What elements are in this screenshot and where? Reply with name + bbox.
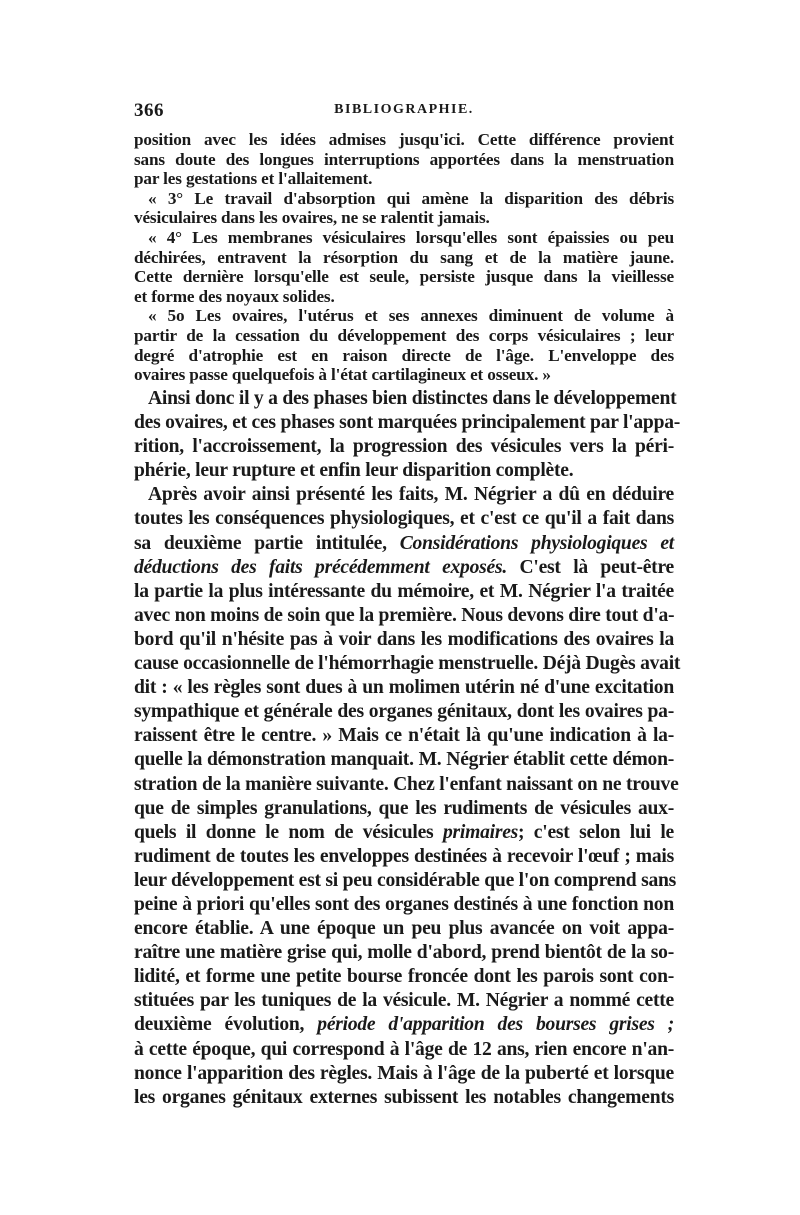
text-line: rition, l'accroissement, la progression des vésicules vers la péri- <box>134 436 674 458</box>
text-line: vésiculaires dans les ovaires, ne se ralentit jamais. <box>134 208 490 228</box>
text-run: ; c'est selon lui le <box>518 821 674 843</box>
quoted-passage <box>134 130 674 385</box>
text-line: stration de la manière suivante. Chez l'enfant naissant on ne trouve <box>134 773 679 795</box>
text-line <box>134 1013 674 1037</box>
text-line: la partie la plus intéressante du mémoire, et M. Négrier l'a traitée <box>134 580 674 602</box>
text-line: degré d'atrophie est en raison directe de l'âge. L'enveloppe des <box>134 345 674 365</box>
text-line: « 5o Les ovaires, l'utérus et ses annexes diminuent de volume à <box>148 306 674 326</box>
text-line: leur développement est si peu considérable que l'on comprend sans <box>134 869 677 891</box>
text-line: nonce l'apparition des règles. Mais à l'âge de la puberté et lorsque <box>134 1062 674 1084</box>
text-line: « 4° Les membranes vésiculaires lorsqu'elles sont épaissies ou peu <box>148 227 674 247</box>
text-line: peine à priori qu'elles sont des organes destinés à une fonction non <box>134 893 674 915</box>
text-line: par les gestations et l'allaitement. <box>134 169 373 189</box>
text-line: cause occasionnelle de l'hémorrhagie menstruelle. Déjà Dugès avait <box>134 653 681 675</box>
page-header <box>134 100 674 122</box>
text-run: sa deuxième partie intitulée, <box>134 532 387 554</box>
text-line: déchirées, entravent la résorption du sang et de la matière jaune. <box>134 247 674 267</box>
text-line: « 3° Le travail d'absorption qui amène la disparition des débris <box>148 188 674 208</box>
page-number: 366 <box>134 100 164 121</box>
text-line: bord qu'il n'hésite pas à voir dans les modifications des ovaires la <box>134 628 674 650</box>
text-run: quels il donne le nom de vésicules <box>134 821 434 843</box>
text-line: raissent être le centre. » Mais ce n'était là qu'une indication à la- <box>134 725 674 747</box>
text-line: Après avoir ainsi présenté les faits, M. Négrier a dû en déduire <box>148 484 674 506</box>
text-line: raître une matière grise qui, molle d'abord, prend bientôt de la so- <box>134 942 674 964</box>
text-line: quelle la démonstration manquait. M. Négrier établit cette démon- <box>134 749 674 771</box>
text-line: ovaires passe quelquefois à l'état cartilagineux et osseux. » <box>134 365 551 385</box>
text-line <box>134 532 674 556</box>
text-line: que de simples granulations, que les rudiments de vésicules aux- <box>134 797 674 819</box>
text-line: lidité, et forme une petite bourse froncée dont les parois sont con- <box>134 966 674 988</box>
text-line: rudiment de toutes les enveloppes destinées à recevoir l'œuf ; mais <box>134 845 674 867</box>
text-line <box>134 821 674 845</box>
italic-term: période d'apparition des bourses grises ; <box>317 1014 674 1036</box>
text-line: stituées par les tuniques de la vésicule. M. Négrier a nommé cette <box>134 990 674 1012</box>
text-line: Cette dernière lorsqu'elle est seule, persiste jusque dans la vieillesse <box>134 267 674 287</box>
italic-title: déductions des faits précédemment exposés. <box>134 556 507 578</box>
text-line: et forme des noyaux solides. <box>134 286 335 306</box>
running-head: BIBLIOGRAPHIE. <box>334 102 474 117</box>
text-line: Ainsi donc il y a des phases bien distinctes dans le développement <box>148 388 677 409</box>
text-line: position avec les idées admises jusqu'ici. Cette différence provient <box>134 130 674 149</box>
text-line: dit : « les règles sont dues à un molimen utérin né d'une excitation <box>134 677 674 699</box>
text-line: sympathique et générale des organes génitaux, dont les ovaires pa- <box>134 701 674 723</box>
italic-term: primaires <box>442 821 519 843</box>
text-line <box>134 556 674 580</box>
text-line: à cette époque, qui correspond à l'âge de 12 ans, rien encore n'an- <box>134 1038 674 1060</box>
body-text <box>134 387 681 1110</box>
text-run: deuxième évolution, <box>134 1014 305 1036</box>
text-line: toutes les conséquences physiologiques, et c'est ce qu'il a fait dans <box>134 508 674 530</box>
text-run: C'est là peut-être <box>519 556 674 578</box>
text-line: phérie, leur rupture et enfin leur disparition complète. <box>134 460 574 482</box>
text-line: les organes génitaux externes subissent les notables changements <box>134 1086 674 1108</box>
text-line: encore établie. A une époque un peu plus avancée on voit appa- <box>134 918 674 940</box>
text-line: des ovaires, et ces phases sont marquées principalement par l'appa- <box>134 412 681 434</box>
italic-title: Considérations physiologiques et <box>399 532 674 554</box>
text-line: sans doute des longues interruptions apportées dans la menstruation <box>134 149 674 169</box>
text-line: partir de la cessation du développement des corps vésiculaires ; leur <box>134 325 674 345</box>
text-line: avec non moins de soin que la première. Nous devons dire tout d'a- <box>134 604 675 626</box>
